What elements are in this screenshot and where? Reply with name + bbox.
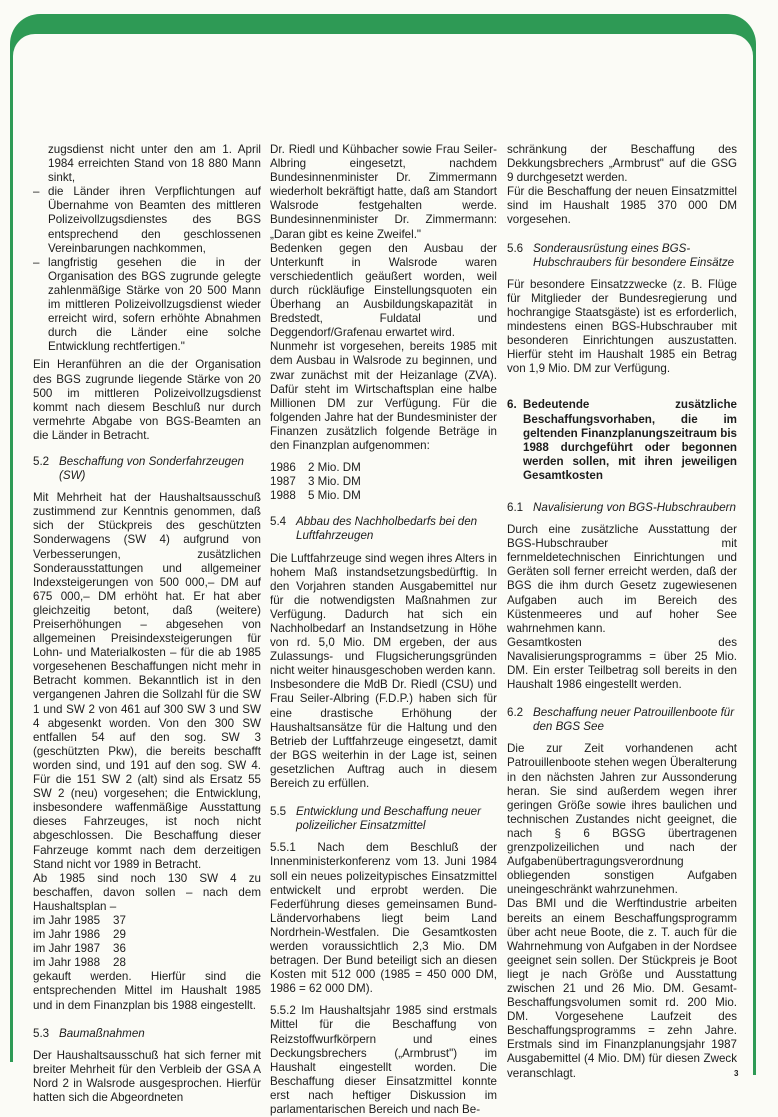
list-item: im Jahr 1988 28 xyxy=(33,956,126,970)
dash-bullet: – xyxy=(33,185,40,199)
paragraph: Das BMI und die Werftindustrie arbeiten bereits an einem Beschaffungsprogramm über acht neue Boote, die z. T. auch für die Wahrnehmung von Aufgaben in der Nordsee geeignet sein sollen. Der Stückpreis je Boot liegt je nach Größe und Ausstattung zwischen 21 und 26 Mio. DM. Gesamt-Beschaffungsvolumen somit rd. 200 Mio. DM. Vorgesehene Laufzeit des Beschaffungsprogramms = zehn Jahre. Erstmals sind im Finanzplanungsjahr 1987 Ausgabemittel (4 Mio. DM) für diesen Zweck veranschlagt. xyxy=(507,897,737,1080)
list-item: im Jahr 1985 37 xyxy=(33,913,126,927)
section-heading-5-2: 5.2 Beschaffung von Sonderfahrzeugen (SW) xyxy=(33,454,244,483)
section-heading-5-4: 5.4 Abbau des Nachholbedarfs bei den Luftfahrzeugen xyxy=(270,515,478,543)
paragraph: Gesamtkosten des Navalisierungsprogramms = über 25 Mio. DM. Ein erster Teilbetrag soll bereits in den Haushalt 1986 eingestellt werden. xyxy=(507,635,737,692)
paragraph: gekauft werden. Hierfür sind die entsprechenden Mittel im Haushalt 1985 und in dem Finanzplan bis 1988 eingestellt. xyxy=(33,970,261,1012)
column-2 xyxy=(270,143,497,1117)
paragraph: Für die Beschaffung der neuen Einsatzmittel sind im Haushalt 1985 370 000 DM vorgesehen. xyxy=(507,185,737,227)
section-heading-5-6: 5.6 Sonderausrüstung eines BGS-Hubschraubers für besondere Einsätze xyxy=(507,241,735,269)
section-heading-5-5: 5.5 Entwicklung und Beschaffung neuer polizeilicher Einsatzmittel xyxy=(270,805,481,833)
frame-left-rule xyxy=(10,50,13,1062)
section-heading-6-2: 6.2 Beschaffung neuer Patrouillenboote für den BGS See xyxy=(507,706,735,734)
paragraph: Mit Mehrheit hat der Haushaltsausschuß zustimmend zur Kenntnis genommen, daß sich der Stückpreis des geschützten Sonderwagens (SW 4) aufgrund von Verbesserungen, zusätzlichen Sonderausstattungen und allgemeiner Indexsteigerungen von 500 000,– DM auf 675 000,– DM erhöht hat. Er hat aber gleichzeitig betont, daß (weitere) Preiserhöhungen – abgesehen von allgemeinen Preisindexsteigerungen für Lohn- und Materialkosten – für die ab 1985 vorgesehenen Beschaffungen nicht mehr in Betracht kommen. Bekanntlich ist in den vergangenen Jahren die Sollzahl für die SW 1 und SW 2 von 461 auf 300 SW 3 und SW 4 abgesenkt worden. Von den 300 SW entfallen 54 auf den sog. SW 3 (geschützten Pkw), die bereits beschafft worden sind, und 191 auf den sog. SW 4. Für die 151 SW 2 (alt) sind als Ersatz 55 SW 2 (neu) vorgesehen; die Entwicklung, insbesondere waffenmäßige Ausstattung dieses Fahrzeuges, ist noch nicht abgeschlossen. Die Beschaffung dieser Fahrzeuge kommt nach dem derzeitigen Stand nicht vor 1989 in Betracht. xyxy=(33,491,261,871)
paragraph: zugsdienst nicht unter den am 1. April 1984 erreichten Stand von 18 880 Mann sinkt, xyxy=(48,143,261,185)
finanzplan-list xyxy=(270,461,497,503)
list-item: im Jahr 1986 29 xyxy=(33,928,126,942)
bullet-text: die Länder ihren Verpflichtungen auf Übernahme von Beamten des mittleren Polizeivollzugsdienstes des BGS entsprechend den geschlossenen Vereinbarungen nachkommen, xyxy=(48,185,261,255)
list-item: 1987 3 Mio. DM xyxy=(270,475,361,489)
paragraph: Ab 1985 sind noch 130 SW 4 zu beschaffen, davon sollen – nach dem Haushaltsplan – xyxy=(33,871,261,913)
paragraph: Durch eine zusätzliche Ausstattung der BGS-Hubschrauber mit fernmeldetechnischen Einrichtungen und Geräten soll ferner erreicht werden, daß der BGS die ihm durch Gesetz zugewiesenen Aufgaben auch im Bereich des Küstenmeeres und auf hoher See wahrnehmen kann. xyxy=(507,523,737,635)
bullet-item xyxy=(33,256,261,355)
frame-top-inner xyxy=(13,34,753,94)
paragraph: 5.5.1 Nach dem Beschluß der Innenministerkonferenz vom 13. Juni 1984 soll ein neues polizeitypisches Einsatzmittel entwickelt und erprobt werden. Die Federführung dieses gemeinsamen Bund-Ländervorhabens liegt beim Land Nordrhein-Westfalen. Die Gesamtkosten werden voraussichtlich 2,3 Mio. DM betragen. Der Bund beteiligt sich an diesen Kosten mit 512 000 (1985 = 450 000 DM, 1986 = 62 000 DM). xyxy=(270,841,497,996)
dash-bullet: – xyxy=(33,255,40,269)
page-number: 3 xyxy=(734,1069,739,1078)
column-1 xyxy=(33,143,261,1105)
list-item: im Jahr 1987 36 xyxy=(33,942,126,956)
paragraph: Nunmehr ist vorgesehen, bereits 1985 mit dem Ausbau in Walsrode zu beginnen, und zwar zunächst mit der Heizanlage (ZVA). Dafür steht im Wirtschaftsplan eine halbe Millionen DM zur Verfügung. Für die folgenden Jahre hat der Bundesminister der Finanzen zusätzlich folgende Beträge in den Finanzplan aufgenommen: xyxy=(270,340,497,452)
frame-right-rule xyxy=(753,50,756,1075)
list-item: 1988 5 Mio. DM xyxy=(270,489,361,503)
paragraph: 5.5.2 Im Haushaltsjahr 1985 sind erstmals Mittel für die Beschaffung von Reizstoffwurfkörpern und eines Deckungsbrechers („Armbrust") im Haushalt eingestellt worden. Die Beschaffung dieser Einsatzmittel konnte erst nach heftiger Diskussion im parlamentarischen Bereich und nach Be- xyxy=(270,1004,497,1116)
paragraph: Der Haushaltsausschuß hat sich ferner mit breiter Mehrheit für den Verbleib der GSA A Nord 2 in Walsrode ausgesprochen. Hierfür hatten sich die Abgeordneten xyxy=(33,1048,261,1104)
paragraph: Für besondere Einsatzzwecke (z. B. Flüge für Mitglieder der Bundesregierung und hochrangige Staatsgäste) ist es erforderlich, mindestens einen BGS-Hubschrauber mit besonderen Einrichtungen auszustatten. Hierfür steht im Haushalt 1985 ein Betrag von 1,9 Mio. DM zur Verfügung. xyxy=(507,277,737,376)
paragraph: Ein Heranführen an die der Organisation des BGS zugrunde liegende Stärke von 20 500 im mittleren Polizeivollzugsdienst kommt nach diesem Beschluß nur durch vermehrte Abgabe von BGS-Beamten an die Länder in Betracht. xyxy=(33,358,261,442)
section-heading-5-3: 5.3 Baumaßnahmen xyxy=(33,1026,145,1040)
paragraph: Insbesondere die MdB Dr. Riedl (CSU) und Frau Seiler-Albring (F.D.P.) haben sich für eine drastische Erhöhung der Haushaltsansätze für die Haltung und den Betrieb der Luftfahrzeuge eingesetzt, damit der BGS weiterhin in der Lage ist, seinen gesetzlichen Auftrag auch in diesem Bereich zu erfüllen. xyxy=(270,678,497,791)
list-item: 1986 2 Mio. DM xyxy=(270,461,361,475)
section-heading-6: 6. Bedeutende zusätzliche Beschaffungsvorhaben, die im geltenden Finanzplanungszeitraum bis 1988 durchgeführt oder begonnen werden sollen, mit ihren jeweiligen Gesamtkosten xyxy=(507,398,737,482)
paragraph: Dr. Riedl und Kühbacher sowie Frau Seiler-Albring eingesetzt, nachdem Bundesinnenminister Dr. Zimmermann wiederholt bekräftigt hatte, daß am Standort Walsrode festgehalten werde. Bundesinnenminister Dr. Zimmermann: „Daran gibt es keine Zweifel." xyxy=(270,143,497,241)
paragraph: Bedenken gegen den Ausbau der Unterkunft in Walsrode waren verschiedentlich geäußert worden, weil durch rückläufige Einstellungsquoten ein Überhang an Ausbildungskapazität in Bredstedt, Fuldatal und Deggendorf/Grafenau erwartet wird. xyxy=(270,241,497,340)
bullet-item xyxy=(33,185,261,255)
paragraph: Die Luftfahrzeuge sind wegen ihres Alters in hohem Maß instandsetzungsbedürftig. In den Vorjahren standen Ausgabemittel nur für die notwendigsten Maßnahmen zur Verfügung. Dadurch hat sich ein Nachholbedarf an Instandsetzung in Höhe von rd. 5,0 Mio. DM ergeben, der aus Zulassungs- und Flugsicherungsgründen nicht weiter hinausgeschoben werden kann. xyxy=(270,551,497,678)
column-3 xyxy=(507,143,737,1081)
paragraph: Die zur Zeit vorhandenen acht Patrouillenboote stehen wegen Überalterung in den nächsten Jahren zur Aussonderung heran. Sie sind außerdem wegen ihrer geringen Größe sowie ihres baulichen und technischen Zustandes nicht geeignet, die nach § 6 BGSG übertragenen grenzpolizeilichen und nach der Aufgabenübertragungsverordnung obliegenden sonstigen Aufgaben uneingeschränkt wahrzunehmen. xyxy=(507,742,737,897)
paragraph: schränkung der Beschaffung des Dekkungsbrechers „Armbrust" auf die GSG 9 durchgesetzt werden. xyxy=(507,143,737,185)
bullet-text: langfristig gesehen die in der Organisation des BGS zugrunde gelegte zahlenmäßige Stärke von 20 500 Mann im mittleren Polizeivollzugsdienst wieder erreicht wird, sofern erhöhte Abnahmen durch die Länder eine solche Entwicklung rechtfertigen." xyxy=(48,255,261,354)
section-heading-6-1: 6.1 Navalisierung von BGS-Hubschraubern xyxy=(507,500,736,514)
sw4-plan-list xyxy=(33,914,261,970)
